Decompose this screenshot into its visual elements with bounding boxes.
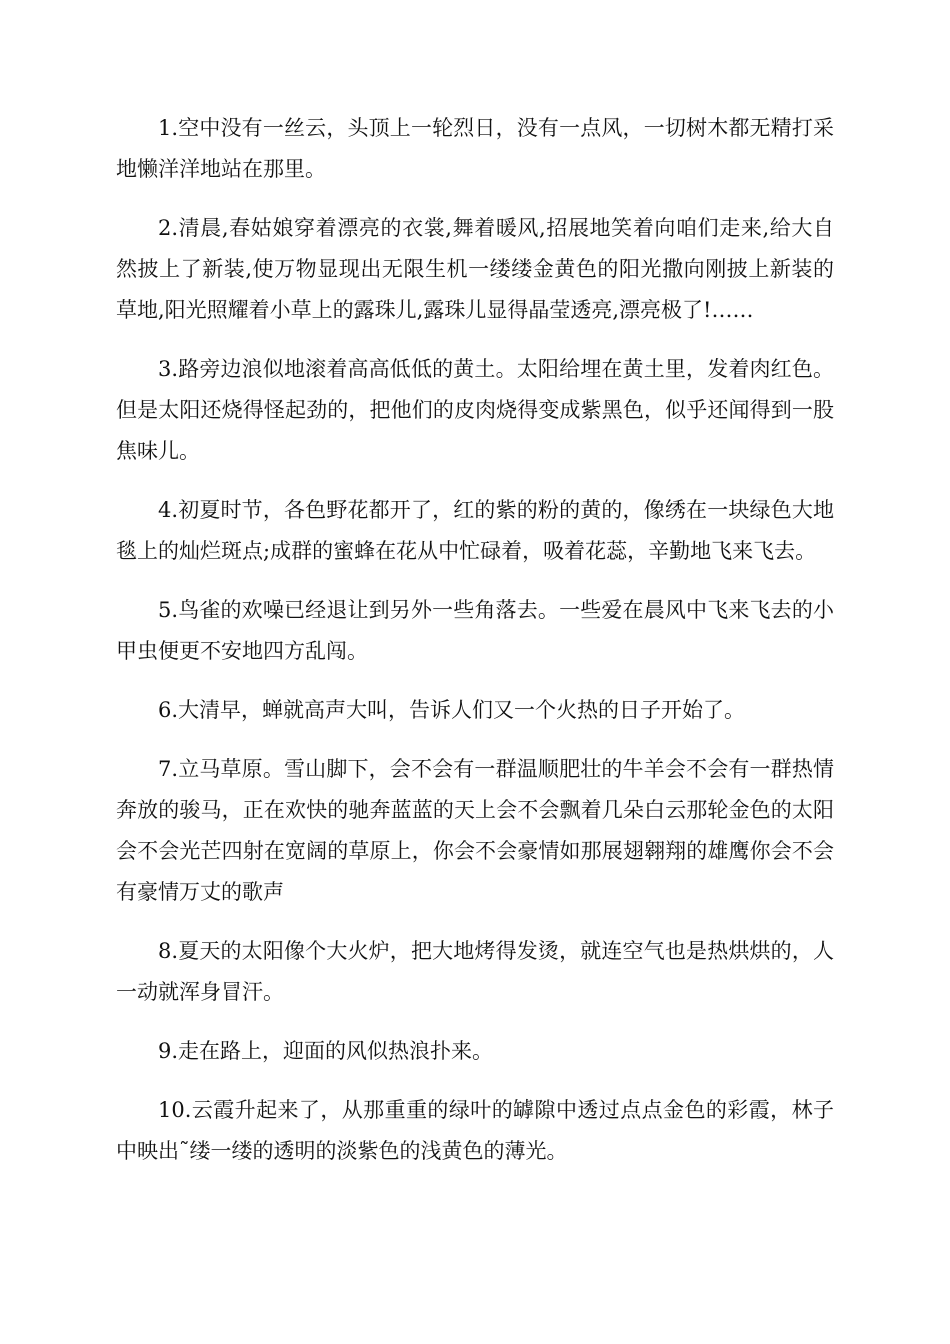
paragraph-9: 9.走在路上，迎面的风似热浪扑来。: [158, 1039, 494, 1063]
document-body: [116, 108, 834, 1190]
paragraph-3: 3.路旁边浪似地滚着高高低低的黄土。太阳给埋在黄土里，发着肉红色。但是太阳还烧得怪起劲的，把他们的皮肉烧得变成紫黑色，似乎还闻得到一股焦味儿。: [116, 357, 834, 463]
paragraph-10: 10.云霞升起来了，从那重重的绿叶的罅隙中透过点点金色的彩霞，林子中映出˜缕一缕的透明的淡紫色的浅黄色的薄光。: [116, 1098, 834, 1163]
paragraph-8: 8.夏天的太阳像个大火炉，把大地烤得发烫，就连空气也是热烘烘的，人一动就浑身冒汗。: [116, 939, 834, 1004]
paragraph-6: 6.大清早，蝉就高声大叫，告诉人们又一个火热的日子开始了。: [158, 698, 746, 722]
paragraph-5: 5.鸟雀的欢噪已经退让到另外一些角落去。一些爱在晨风中飞来飞去的小甲虫便更不安地四方乱闯。: [116, 598, 834, 663]
paragraph-2: 2.清晨,春姑娘穿着漂亮的衣裳,舞着暖风,招展地笑着向咱们走来,给大自然披上了新装,使万物显现出无限生机一缕缕金黄色的阳光撒向刚披上新装的草地,阳光照耀着小草上的露珠儿,露珠儿显得晶莹透亮,漂亮极了!……: [116, 216, 834, 322]
paragraph-1: 1.空中没有一丝云，头顶上一轮烈日，没有一点风，一切树木都无精打采地懒洋洋地站在那里。: [116, 116, 834, 181]
paragraph-4: 4.初夏时节，各色野花都开了，红的紫的粉的黄的，像绣在一块绿色大地毯上的灿烂斑点;成群的蜜蜂在花从中忙碌着，吸着花蕊，辛勤地飞来飞去。: [116, 498, 834, 563]
paragraph-7: 7.立马草原。雪山脚下，会不会有一群温顺肥壮的牛羊会不会有一群热情奔放的骏马，正在欢快的驰奔蓝蓝的天上会不会飘着几朵白云那轮金色的太阳会不会光芒四射在宽阔的草原上，你会不会豪情如那展翅翱翔的雄鹰你会不会有豪情万丈的歌声: [116, 757, 834, 904]
